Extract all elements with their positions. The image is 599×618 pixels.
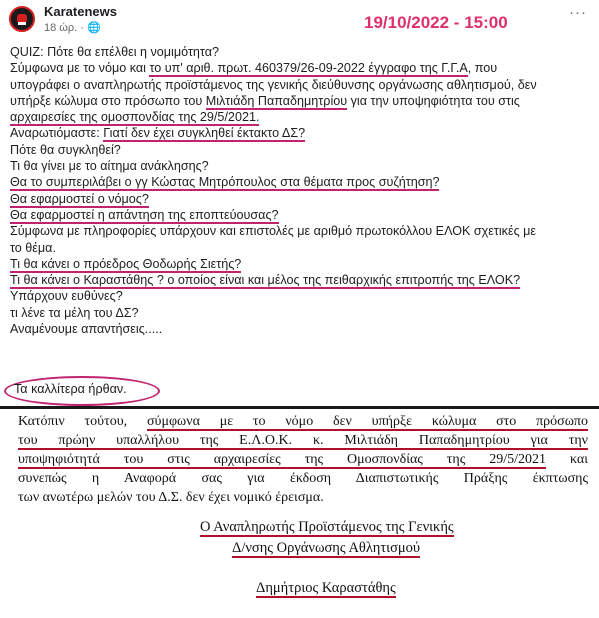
document-excerpt [18, 412, 588, 507]
page-avatar[interactable] [9, 6, 35, 32]
highlighted-text: Δημήτριος Καραστάθης [256, 580, 396, 596]
post-header [0, 0, 599, 40]
highlighted-text: υποψηφιότητά του στις αρχαιρεσίες της Ομοσπονδίας της 29/5/2021 [18, 452, 546, 467]
post-line: Αναμένουμε απαντήσεις..... [10, 322, 163, 337]
highlighted-text: το υπ' αριθ. πρωτ. 460379/26-09-2022 έγγραφο της Γ.Γ.Α [149, 61, 468, 76]
highlighted-text: Γιατί δεν έχει συγκληθεί έκτακτο ΔΣ? [103, 126, 306, 141]
signature-title [200, 519, 454, 536]
post-line: τι λένε τα μέλη του ΔΣ? [10, 305, 139, 320]
post-line [10, 93, 595, 109]
divider [0, 406, 599, 409]
text-segment: , που [467, 61, 498, 76]
karate-glove-icon [14, 11, 30, 27]
text-segment: Σύμφωνα με το νόμο και [10, 61, 150, 76]
date-stamp: 19/10/2022 - 15:00 [364, 13, 508, 32]
post-meta [44, 21, 101, 34]
page-name[interactable]: Karatenews [44, 4, 117, 19]
doc-line [18, 450, 588, 469]
highlighted-text: του πρώην υπαλλήλου της Ε.Λ.Ο.Κ. κ. Μιλτιάδη Παπαδημητρίου για την [18, 433, 588, 448]
post-line [10, 44, 595, 60]
post-line [10, 256, 595, 272]
post-line [10, 174, 595, 190]
post-line [10, 109, 595, 125]
globe-icon: 🌐 [87, 22, 101, 34]
highlighted-text: σύμφωνα με το νόμο δεν υπήρξε κώλυμα στο πρόσωπο [146, 414, 588, 429]
signature-department [232, 540, 420, 557]
post-text [10, 44, 595, 337]
doc-line [18, 412, 588, 431]
highlighted-text: Θα εφαρμοστεί ο νόμος? [10, 191, 149, 206]
highlighted-text: Δ/νσης Οργάνωσης Αθλητισμού [232, 540, 421, 556]
text-segment: Αναρωτιόμαστε: [10, 126, 104, 141]
highlighted-text: Ο Αναπληρωτής Προϊστάμενος της Γενικής [200, 519, 454, 535]
more-options-icon[interactable]: ··· [569, 4, 587, 21]
text-segment: και [546, 452, 588, 467]
highlighted-text: αρχαιρεσίες της ομοσπονδίας της 29/5/2021. [10, 110, 260, 125]
post-line: Υπάρχουν ευθύνες? [10, 289, 123, 304]
text-segment: για την υποψηφιότητα του στις [347, 93, 520, 108]
closing-text: Τα καλλίτερα ήρθαν. [14, 382, 127, 396]
post-line [10, 272, 595, 288]
post-line: Πότε θα συγκληθεί? [10, 142, 121, 157]
quiz-title: QUIZ: Πότε θα επέλθει η νομιμότητα? [10, 45, 220, 59]
highlighted-text: Μιλτιάδη Παπαδημητρίου [205, 93, 348, 108]
doc-line: των ανωτέρω μελών του Δ.Σ. δεν έχει νομικό έρεισμα. [18, 490, 324, 505]
text-segment: Κατόπιν τούτου, [18, 414, 147, 429]
post-line: το θέμα. [10, 240, 56, 255]
post-line [10, 125, 595, 141]
doc-line [18, 431, 588, 450]
text-segment: υπήρξε κώλυμα στο πρόσωπο του [10, 93, 206, 108]
dot-separator: · [80, 22, 87, 34]
post-line [10, 207, 595, 223]
doc-line: συνεπώς η Αναφορά σας για έκδοση Διαπιστωτικής Πράξης έκπτωσης [18, 471, 588, 486]
highlighted-text: Τι θα κάνει ο πρόεδρος Θοδωρής Σιετής? [10, 256, 242, 271]
highlighted-text: Θα εφαρμοστεί η απάντηση της εποπτεύουσας? [10, 207, 279, 222]
post-line [10, 60, 595, 76]
highlighted-text: Τι θα κάνει ο Καραστάθης ? ο οποίος είναι και μέλος της πειθαρχικής επιτροπής της ΕΛΟΚ? [10, 273, 521, 288]
post-line: Τι θα γίνει με το αίτημα ανάκλησης? [10, 159, 209, 174]
post-line: Σύμφωνα με πληροφορίες υπάρχουν και επιστολές με αριθμό πρωτοκόλλου ΕΛΟΚ σχετικές με [10, 224, 537, 239]
highlighted-text: Θα το συμπεριλάβει ο γγ Κώστας Μητρόπουλος στα θέματα προς συζήτηση? [10, 175, 440, 190]
post-time[interactable]: 18 ώρ. [44, 22, 78, 34]
post-line [10, 191, 595, 207]
post-line: υπογράφει ο αναπληρωτής προϊστάμενος της γενικής διεύθυνσης οργάνωσης αθλητισμού, δεν [10, 77, 537, 92]
signature-name [256, 580, 396, 597]
